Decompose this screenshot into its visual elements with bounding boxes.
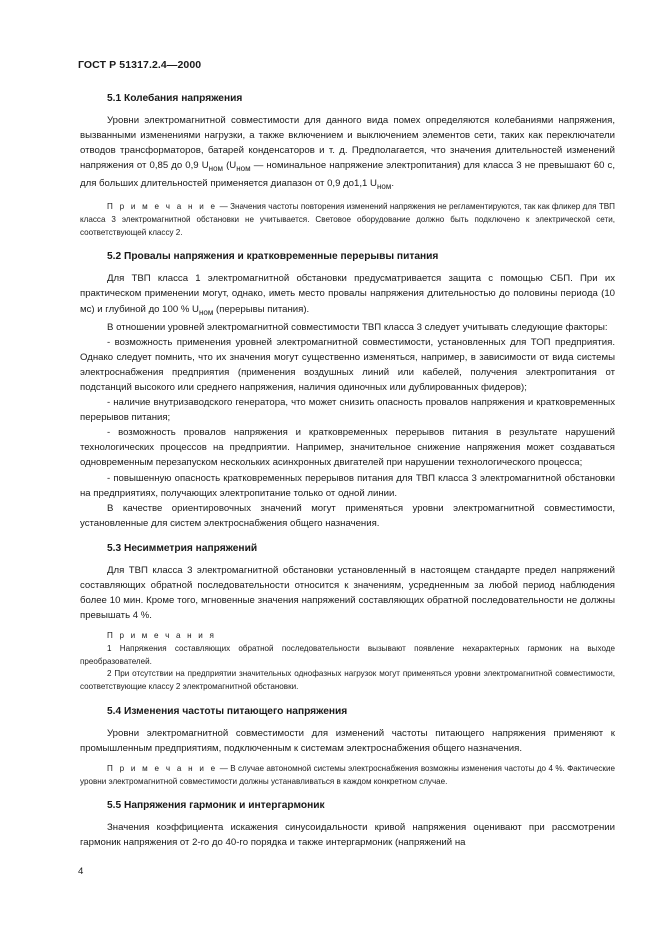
section-5-4-paragraph: Уровни электромагнитной совместимости для изменений частоты питающего напряжения применяют к промышленным предприятиям, подключенным к системам электроснабжения общего назначения. bbox=[80, 727, 615, 754]
section-5-5-title: 5.5 Напряжения гармоник и интергармоник bbox=[107, 800, 325, 812]
section-5-1-paragraph: Уровни электромагнитной совместимости для данного вида помех определяются колебаниями напряжения, вызванными изменениями нагрузки, а также включением и выключением элементов сети, таких как переключатели отводов трансформаторов, батарей конденсаторов и т. д. Предполагается, что значения длительностей изменений напряжения от 0,85 до 0,9 $U_{ном}$ ($U_{ном}$ — номинальное напряжение электропитания) для класса 3 не превышают 60 с, для больших длительностей применяется диапазон от 0,9 до1,1 $U_{ном}$. bbox=[80, 115, 615, 192]
section-5-2-bullet-1: - возможность применения уровней электромагнитной совместимости, установленных для ТОП предприятия. Однако следует помнить, что их значения могут существенно изменяться, например, в зависимости от вида системы электроснабжения предприятия (применения воздушных линий или кабелей, получения электропитания от подстанций высокого или среднего напряжения, наличия одиночных или дублированных фидеров); bbox=[80, 336, 615, 393]
section-5-1-title: 5.1 Колебания напряжения bbox=[107, 93, 243, 104]
section-5-2-title: 5.2 Провалы напряжения и кратковременные перерывы питания bbox=[107, 251, 439, 263]
subscript-nom: ном bbox=[376, 182, 392, 192]
note-label: П р и м е ч а н и е bbox=[107, 763, 218, 773]
section-5-4-note: П р и м е ч а н и е — В случае автономной системы электроснабжения возможны изменения частоты до 4 %. Фактические уровни электромагнитной совместимости должны устанавливаться в каждом конкретном случае. bbox=[80, 763, 616, 786]
subscript-nom: ном bbox=[236, 164, 251, 174]
section-5-3-note-1: 1 Напряжения составляющих обратной последовательности вызывают появление нехарактерных гармоник на выходе преобразователей. bbox=[80, 643, 615, 666]
section-5-2-bullet-3: - возможность провалов напряжения и кратковременных перерывов питания в результате нарушений технологических процессов на предприятии. Например, значительное снижение напряжения может создаваться одновременным перезапуском нескольких асинхронных двигателей при нарушении технологического процесса; bbox=[80, 427, 615, 469]
section-5-2-paragraph-2: В отношении уровней электромагнитной совместимости ТВП класса 3 следует учитывать следующие факторы: bbox=[107, 321, 608, 333]
subscript-nom: ном bbox=[208, 164, 224, 174]
section-5-3-notes-label: П р и м е ч а н и я bbox=[107, 631, 217, 641]
section-5-2-bullet-2: - наличие внутризаводского генератора, что может снизить опасность провалов напряжения и кратковременных перерывов питания; bbox=[80, 397, 615, 424]
page-content bbox=[80, 93, 615, 851]
section-5-2-paragraph-3: В качестве ориентировочных значений могут применяться уровни электромагнитной совместимости, установленные для систем электроснабжения общего назначения. bbox=[80, 502, 615, 529]
section-5-1-note: П р и м е ч а н и е — Значения частоты повторения изменений напряжения не регламентируются, так как фликер для ТВП класса 3 электромагнитной обстановки не учитывается. Световое оборудование должно быть подключено к электрической сети, соответствующей классу 2. bbox=[80, 202, 616, 237]
section-5-5-paragraph: Значения коэффициента искажения синусоидальности кривой напряжения оценивают при рассмотрении гармоник напряжения от 2-го до 40-го порядка и также интергармоник (напряжений на bbox=[80, 822, 615, 849]
note-label: П р и м е ч а н и е bbox=[107, 202, 218, 212]
page-number: 4 bbox=[78, 866, 84, 877]
section-5-3-note-2: 2 При отсутствии на предприятии значительных однофазных нагрузок могут применяться уровни электромагнитной совместимости, соответствующие классу 2 электромагнитной обстановки. bbox=[80, 669, 615, 692]
section-5-3-title: 5.3 Несимметрия напряжений bbox=[107, 542, 258, 554]
subscript-nom: ном bbox=[198, 307, 214, 317]
standard-header: ГОСТ Р 51317.2.4—2000 bbox=[78, 59, 202, 71]
section-5-4-title: 5.4 Изменения частоты питающего напряжения bbox=[107, 705, 348, 717]
section-5-2-paragraph-1: Для ТВП класса 1 электромагнитной обстановки предусматривается защита с помощью СБП. При их практическом применении могут, однако, иметь место провалы напряжения длительностью до половины периода (10 мс) и глубиной до 100 % $U_{ном}$ (перерывы питания). bbox=[80, 273, 615, 317]
section-5-2-bullet-4: - повышенную опасность кратковременных перерывов питания для ТВП класса 3 электромагнитной обстановки на предприятиях, получающих электропитание только от одной линии. bbox=[80, 472, 615, 499]
section-5-3-paragraph: Для ТВП класса 3 электромагнитной обстановки установленный в настоящем стандарте предел напряжений составляющих обратной последовательности относится к значениям, усредненным за любой период наблюдения более 10 мин. Кроме того, мгновенные значения напряжений составляющих обратной последовательности не должны превышать 4 %. bbox=[80, 564, 615, 622]
